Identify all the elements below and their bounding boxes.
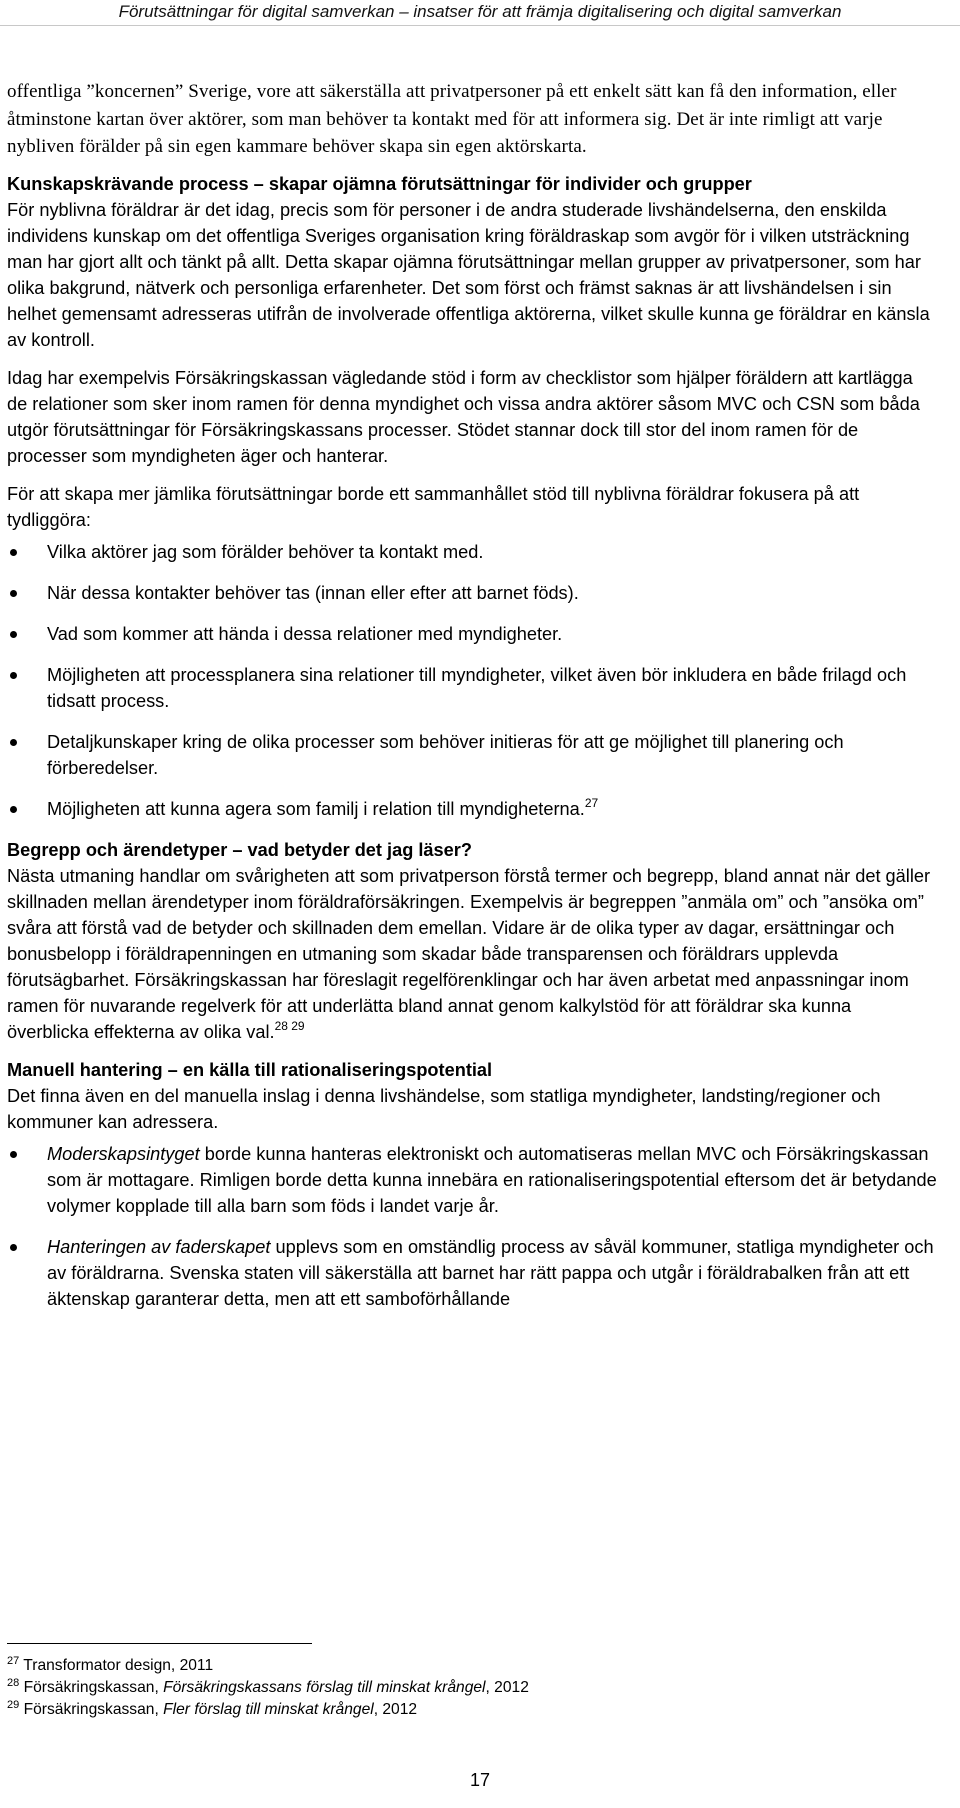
bullet-icon — [10, 631, 17, 638]
footnote-text: Försäkringskassan, — [19, 1701, 164, 1718]
paragraph-text: Nästa utmaning handlar om svårigheten att som privatperson förstå termer och begrepp, bland annat när det gäller skillnaden mellan ärendetyper inom föräldraförsäkringen. Exempelvis är begreppen ”anmäla om” och ”ansöka om” svåra att förstå vad de betyder och skillnaden dem emellan. Vidare är de olika typer av dagar, ersättningar och bonusbelopp i föräldrapenningen en utmaning som skadar både transparensen och föräldrars upplevda förutsägbarhet. Försäkringskassan har föreslagit regelförenklingar och har även arbetat med anpassningar inom ramen för nuvarande regelverk för att underlätta bland annat genom kalkylstöd för att föräldrar ska kunna överblicka effekterna av olika val. — [7, 865, 931, 1042]
list-item-text: borde kunna hanteras elektroniskt och automatiseras mellan MVC och Försäkringskassan som är mottagare. Rimligen borde detta kunna innebära en rationaliseringspotential eftersom det är betydande volymer kopplade till alla barn som föds i landet varje år. — [47, 1143, 937, 1216]
page-body — [7, 78, 937, 1327]
footnote-year: , 2012 — [373, 1701, 418, 1718]
list-item — [7, 580, 937, 606]
list-item-text: Möjligheten att processplanera sina relationer till myndigheter, vilket även bör inkludera en både frilagd och tidsatt process. — [47, 664, 907, 711]
section-heading-begrepp: Begrepp och ärendetyper – vad betyder det jag läser? — [7, 839, 472, 860]
bullet-list — [7, 1141, 937, 1312]
bullet-icon — [10, 1244, 17, 1251]
footnote-number: 27 — [7, 1655, 20, 1667]
list-item-term: Hanteringen av faderskapet — [47, 1236, 271, 1257]
footnotes — [7, 1655, 927, 1721]
page-number: 17 — [469, 1770, 491, 1790]
footnote-title: Fler förslag till minskat krångel — [163, 1701, 374, 1718]
intro-paragraph: offentliga ”koncernen” Sverige, vore att säkerställa att privatpersoner på ett enkelt sätt kan få den information, eller åtminstone kartan över aktörer, som man behöver ta kontakt med för att informera sig. Det är inte rimligt att varje nybliven förälder på sin egen kammare behöver skapa sin egen aktörskarta. — [7, 81, 897, 157]
paragraph: För att skapa mer jämlika förutsättningar borde ett sammanhållet stöd till nyblivna föräldrar fokusera på att tydliggöra: — [7, 483, 860, 530]
list-item-term: Moderskapsintyget — [47, 1143, 200, 1164]
list-item — [7, 729, 937, 781]
list-item — [7, 1141, 937, 1219]
footnote-title: Försäkringskassans förslag till minskat krångel — [163, 1679, 486, 1696]
paragraph — [7, 863, 937, 1045]
footnote-ref[interactable]: 27 — [584, 795, 599, 810]
bullet-icon — [10, 806, 17, 813]
footnote — [7, 1655, 927, 1677]
list-item-text: Detaljkunskaper kring de olika processer som behöver initieras för att ge möjlighet till planering och förberedelser. — [47, 731, 844, 778]
footnote — [7, 1699, 927, 1721]
list-item-text: Vad som kommer att hända i dessa relationer med myndigheter. — [47, 623, 563, 644]
footnote-ref[interactable]: 28 29 — [274, 1018, 305, 1033]
section-heading-kunskap: Kunskapskrävande process – skapar ojämna förutsättningar för individer och grupper — [7, 173, 752, 194]
list-item — [7, 796, 937, 822]
bullet-icon — [10, 672, 17, 679]
paragraph: För nyblivna föräldrar är det idag, precis som för personer i de andra studerade livshändelserna, den enskilda individens kunskap om det offentliga Sveriges organisation kring föräldraskap som avgör för i vilken utsträckning man har gjort allt och tänkt på allt. Detta skapar ojämna förutsättningar mellan grupper av privatpersoner, som har olika bakgrund, nätverk och personliga erfarenheter. Det som först och främst saknas är att livshändelsen i sin helhet gemensamt adresseras utifrån de involverade offentliga aktörerna, vilket skulle kunna ge föräldrar en känsla av kontroll. — [7, 199, 930, 350]
bullet-icon — [10, 739, 17, 746]
paragraph: Det finna även en del manuella inslag i denna livshändelse, som statliga myndigheter, landsting/regioner och kommuner kan adressera. — [7, 1085, 881, 1132]
list-item — [7, 1234, 937, 1312]
footnote-number: 28 — [7, 1677, 20, 1689]
list-item — [7, 662, 937, 714]
bullet-icon — [10, 549, 17, 556]
bullet-icon — [10, 590, 17, 597]
footnote-year: , 2012 — [485, 1679, 529, 1696]
list-item-text: Vilka aktörer jag som förälder behöver ta kontakt med. — [47, 541, 484, 562]
footnote-text: Transformator design, 2011 — [19, 1657, 214, 1674]
list-item-text: När dessa kontakter behöver tas (innan eller efter att barnet föds). — [47, 582, 579, 603]
footnote-text: Försäkringskassan, — [19, 1679, 164, 1696]
footnote-separator — [7, 1643, 312, 1644]
footnote-number: 29 — [7, 1699, 20, 1711]
paragraph: Idag har exempelvis Försäkringskassan vägledande stöd i form av checklistor som hjälper föräldern att kartlägga de relationer som sker inom ramen för denna myndighet och vissa andra aktörer såsom MVC och CSN som båda utgör förutsättningar för Försäkringskassans processer. Stödet stannar dock till stor del inom ramen för de processer som myndigheten äger och hanterar. — [7, 367, 920, 466]
list-item — [7, 621, 937, 647]
running-header: Förutsättningar för digital samverkan – insatser för att främja digitalisering och digital samverkan — [0, 1, 960, 26]
footnote — [7, 1677, 927, 1699]
list-item-text: upplevs som en omständlig process av såväl kommuner, statliga myndigheter och av föräldrarna. Svenska staten vill säkerställa att barnet har rätt pappa och utgår i föräldrabalken från att ett äktenskap garanterar detta, men att ett samboförhållande — [47, 1236, 934, 1309]
list-item-text: Möjligheten att kunna agera som familj i relation till myndigheterna. — [47, 798, 585, 819]
bullet-list — [7, 539, 937, 822]
section-heading-manuell: Manuell hantering – en källa till rationaliseringspotential — [7, 1059, 493, 1080]
bullet-icon — [10, 1151, 17, 1158]
list-item — [7, 539, 937, 565]
